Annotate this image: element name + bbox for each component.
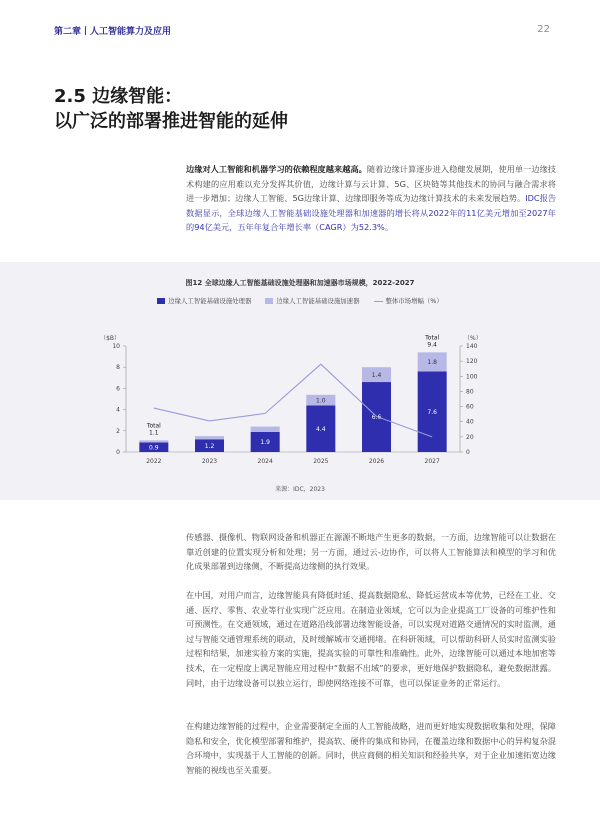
y-right-tick-label: 100 [466, 373, 478, 381]
bar-label-processor: 6.6 [371, 414, 382, 422]
x-tick-label: 2024 [257, 458, 273, 465]
y-right-tick-label: 20 [466, 433, 474, 441]
x-tick-label: 2022 [146, 458, 162, 465]
intro-text: 随着边缘计算逐步进入稳健发展期，使用单一边缘技术构建的应用难以充分发挥其价值，边缘计算与云计算、5G、区块链等其他技术的协同与融合需求将进一步增加；边缘人工智能、5G边缘计算、边缘即服务等成为边缘计算技术的未来发展趋势。 [186, 164, 556, 204]
intro-highlight: IDC报告数据显示，全球边缘人工智能基础设施处理器和加速器的增长将从2022年的11亿美元增加至2027年的94亿美元，五年年复合年增长率（CAGR）为52.3%。 [186, 193, 557, 233]
intro-lead: 边缘对人工智能和机器学习的依赖程度越来越高。 [186, 164, 367, 174]
page-header [54, 24, 550, 42]
bar-label-accelerator: 1.0 [316, 397, 326, 405]
body-paragraph-2: 在中国，对用户而言，边缘智能具有降低时延、提高数据隐私、降低运营成本等优势，已经在工业、交通、医疗、零售、农业等行业实现广泛应用。在制造业领域，它可以为企业提高工厂设备的可维护性和可预测性。在交通领域，通过在道路沿线部署边缘智能设备，可以实现对道路交通情况的实时监测，通过与智能交通管理系统的联动，及时缓解城市交通拥堵。在科研领域，可以帮助科研人员实时监测实验过程和结果，加速实验方案的实施，提高实验的可靠性和准确性。此外，边缘智能可以通过本地加密等技术，在一定程度上满足智能应用过程中“数据不出域”的要求，更好地保护数据隐私，避免数据泄露。同时，由于边缘设备可以独立运行，即使网络连接不可靠，也可以保证业务的正常运行。 [186, 590, 556, 688]
bar-label-processor: 4.4 [316, 425, 326, 433]
y-right-tick-label: 80 [466, 388, 474, 396]
legend-label-accelerator: 边缘人工智能基础设施加速器 [276, 297, 360, 305]
y-left-tick-label: 8 [116, 364, 120, 372]
y-right-tick-label: 40 [466, 418, 474, 426]
section-title-line-2: 以广泛的部署推进智能的延伸 [54, 111, 288, 132]
bar-accelerator [139, 440, 168, 442]
x-tick-label: 2027 [424, 458, 440, 465]
y-left-unit: （$B） [100, 335, 120, 342]
total-label: Total [425, 334, 440, 342]
page-number: 22 [537, 24, 550, 35]
y-right-tick-label: 140 [466, 343, 478, 350]
bar-label-accelerator: 1.8 [427, 359, 437, 367]
bar-label-processor: 1.9 [260, 439, 270, 447]
body-paragraph-3: 在构建边缘智能的过程中，企业需要制定全面的人工智能战略，进而更好地实现数据收集和处理，保障隐私和安全，优化模型部署和维护，提高软、硬件的集成和协同，在覆盖边缘和数据中心的异构复杂混合环境中，实现基于人工智能的创新。同时，供应商侧的相关知识和经验共享，对于企业加速拓宽边缘智能的视线也至关重要。 [186, 721, 556, 775]
bar-accelerator [195, 436, 224, 439]
y-right-tick-label: 60 [466, 403, 474, 411]
market-size-chart [0, 262, 600, 500]
total-value: 9.4 [427, 341, 437, 349]
bar-accelerator [251, 427, 280, 432]
x-tick-label: 2025 [313, 458, 329, 465]
bar-label-processor: 0.9 [149, 444, 159, 452]
intro-paragraph [186, 162, 556, 235]
bar-label-processor: 7.6 [427, 408, 437, 416]
legend-label-processor: 边缘人工智能基础设施处理器 [168, 297, 252, 305]
bar-label-accelerator: 1.4 [371, 371, 382, 379]
y-right-tick-label: 120 [466, 358, 478, 366]
x-tick-label: 2026 [368, 458, 385, 465]
x-tick-label: 2023 [201, 458, 218, 465]
figure-source: 来源：IDC，2023 [275, 486, 325, 493]
y-left-tick-label: 4 [116, 406, 120, 414]
section-title [54, 84, 554, 134]
total-label: Total [146, 422, 161, 430]
chapter-title: 第二章丨人工智能算力及应用 [54, 27, 172, 37]
y-left-tick-label: 0 [116, 449, 120, 456]
total-value: 1.1 [149, 429, 159, 437]
y-right-tick-label: 0 [466, 449, 470, 456]
section-title-line-1: 2.5 边缘智能： [54, 86, 183, 107]
legend-label-growth: 整体市场增幅（%） [385, 297, 443, 305]
y-left-tick-label: 6 [116, 385, 120, 393]
y-left-tick-label: 10 [112, 343, 120, 350]
body-paragraph-1: 传感器、摄像机、物联网设备和机器正在源源不断地产生更多的数据，一方面，边缘智能可以让数据在靠近创建的位置实现分析和处理；另一方面，通过云-边协作，可以将人工智能算法和模型的学习和优化成果部署到边缘侧，不断提高边缘侧的执行效果。 [186, 532, 556, 572]
y-left-tick-label: 2 [116, 427, 120, 435]
y-right-unit: （%） [464, 335, 482, 342]
chart-marks [100, 334, 482, 465]
figure-title: 图12 全球边缘人工智能基础设施处理器和加速器市场规模，2022-2027 [185, 279, 415, 287]
bar-label-processor: 1.2 [204, 442, 215, 450]
